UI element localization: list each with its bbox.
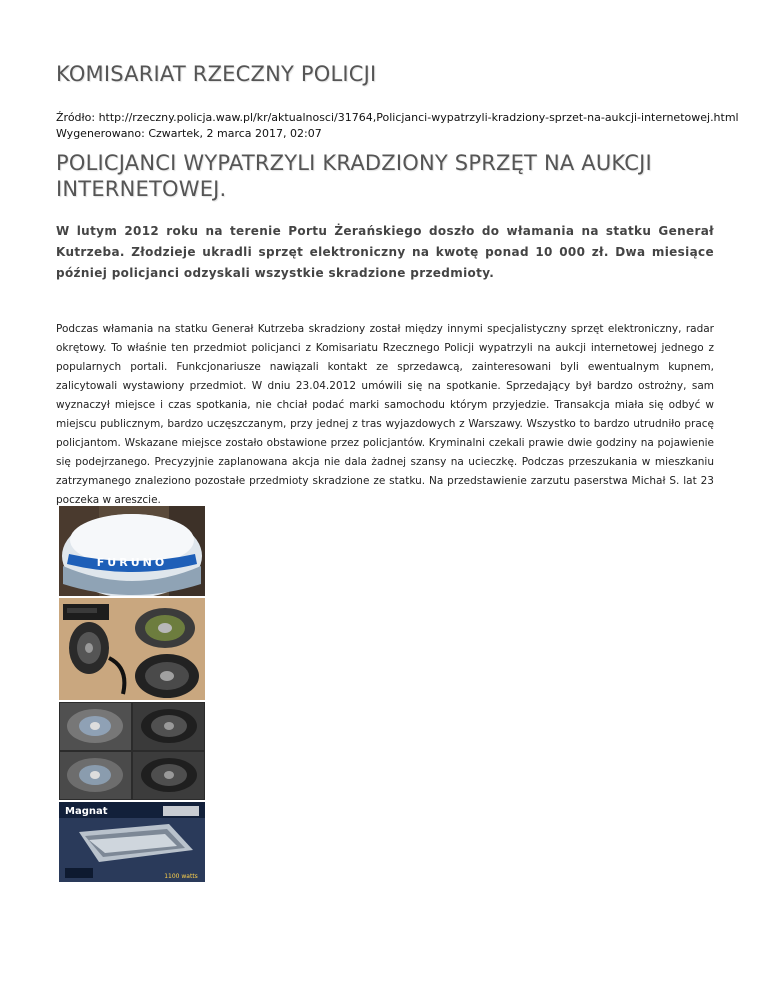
site-title: KOMISARIAT RZECZNY POLICJI <box>56 62 377 86</box>
photo-gallery <box>59 506 205 884</box>
photo-speakers-box <box>59 598 205 702</box>
document-meta <box>56 110 739 142</box>
generated-line: Wygenerowano: Czwartek, 2 marca 2017, 02:07 <box>56 127 322 140</box>
article-title: POLICJANCI WYPATRZYLI KRADZIONY SPRZĘT NA AUKCJI INTERNETOWEJ. <box>56 151 652 201</box>
amplifier-brand-label: Magnat <box>65 806 108 817</box>
radar-brand-label: FURUNO <box>96 556 168 569</box>
amplifier-watts-badge: 1100 watts <box>164 873 198 880</box>
photo-amplifier-box <box>59 802 205 884</box>
photo-oval-speakers <box>59 702 205 802</box>
photo-radar-dome <box>59 506 205 598</box>
article-body: Podczas włamania na statku Generał Kutrzeba skradziony został między innymi specjalistyczny sprzęt elektroniczny, radar okrętowy. To właśnie ten przedmiot policjanci z Komisariatu Rzecznego Policji wypatrzyli na aukcji internetowej jednego z popularnych portali. Funkcjonariusze nawiązali kontakt ze sprzedawcą, zainteresowani byli ewentualnym kupnem, zalicytowali wystawiony przedmiot. W dniu 23.04.2012 umówili się na spotkanie. Sprzedający był bardzo ostrożny, sam wyznaczył miejsce i czas spotkania, nie chciał podać marki samochodu którym przyjedzie. Transakcja miała się odbyć w miejscu publicznym, bardzo uczęszczanym, przy jednej z tras wyjazdowych z Warszawy. Wszystko to bardzo utrudniło pracę policjantom. Wskazane miejsce zostało obstawione przez policjantów. Kryminalni czekali prawie dwie godziny na pojawienie się podejrzanego. Precyzyjnie zaplanowana akcja nie dala żadnej szansy na ucieczkę. Podczas przeszukania w mieszkaniu zatrzymanego znaleziono pozostałe przedmioty skradzione ze statku. Na przedstawienie zarzutu paserstwa Michał S. lat 23 poczeka w areszcie. <box>56 323 714 506</box>
source-line: Źródło: http://rzeczny.policja.waw.pl/kr/aktualnosci/31764,Policjanci-wypatrzyli-kradziony-sprzet-na-aukcji-internetowej.html <box>56 111 739 124</box>
article-lead: W lutym 2012 roku na terenie Portu Żerańskiego doszło do włamania na statku Generał Kutrzeba. Złodzieje ukradli sprzęt elektroniczny na kwotę ponad 10 000 zł. Dwa miesiące później policjanci odzyskali wszystkie skradzione przedmioty. <box>56 224 714 280</box>
